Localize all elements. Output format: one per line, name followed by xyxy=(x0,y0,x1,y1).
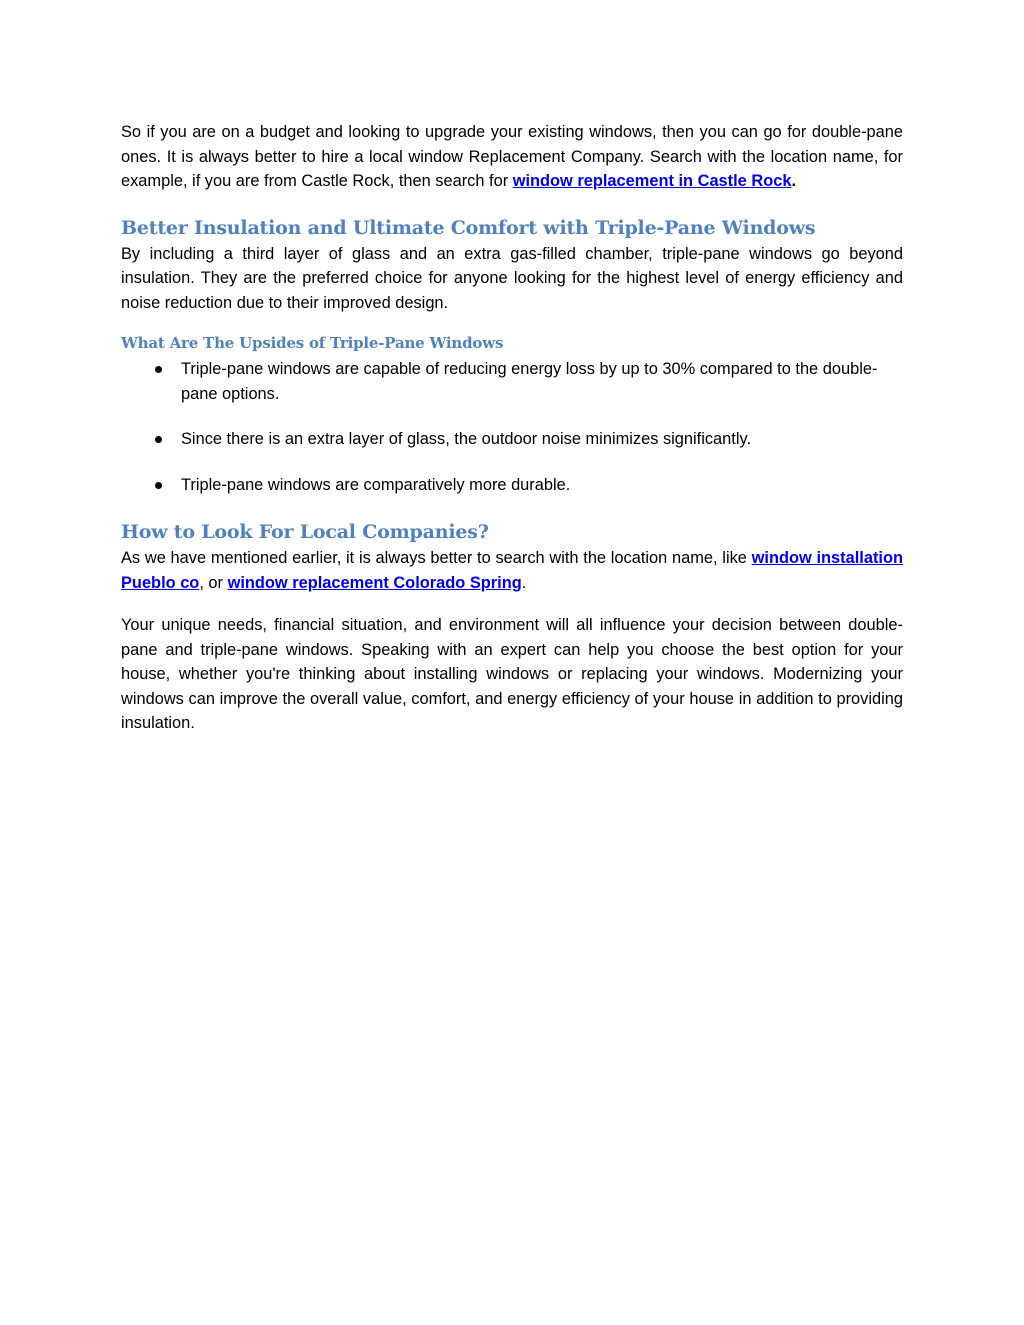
list-item xyxy=(121,357,903,406)
list-item-text: Since there is an extra layer of glass, the outdoor noise minimizes significantly. xyxy=(181,430,751,448)
local-companies-paragraph xyxy=(121,546,903,595)
upsides-list xyxy=(121,357,903,497)
list-item xyxy=(121,473,903,498)
triple-pane-paragraph: By including a third layer of glass and an extra gas-filled chamber, triple-pane windows go beyond insulation. They are the preferred choice for anyone looking for the highest level of energy efficiency and noise reduction due to their improved design. xyxy=(121,244,903,312)
intro-trailing: . xyxy=(791,172,796,190)
bullet-icon xyxy=(155,436,162,443)
triple-pane-heading: Better Insulation and Ultimate Comfort with Triple-Pane Windows xyxy=(121,216,816,239)
upsides-heading: What Are The Upsides of Triple-Pane Windows xyxy=(121,334,504,352)
local-companies-text: As we have mentioned earlier, it is always better to search with the location name, like xyxy=(121,549,752,567)
local-companies-end: . xyxy=(521,573,527,592)
document-page xyxy=(121,120,903,736)
local-companies-middle: , or xyxy=(199,573,228,592)
bullet-icon xyxy=(155,482,162,489)
closing-paragraph: Your unique needs, financial situation, and environment will all influence your decision between double-pane and triple-pane windows. Speaking with an expert can help you choose the best option for your house, whether you're thinking about installing windows or replacing your windows. Modernizing your windows can improve the overall value, comfort, and energy efficiency of your house in addition to providing insulation. xyxy=(121,616,903,732)
intro-paragraph xyxy=(121,120,903,194)
pueblo-link[interactable]: window installation Pueblo co xyxy=(121,549,903,592)
list-item-text: Triple-pane windows are comparatively more durable. xyxy=(181,475,571,494)
intro-text: So if you are on a budget and looking to upgrade your existing windows, then you can go for double-pane ones. It is always better to hire a local window Replacement Company. Search with the location name, for example, if you are from Castle Rock, then search for xyxy=(121,123,903,190)
colorado-spring-link[interactable]: window replacement Colorado Spring xyxy=(227,573,522,592)
local-companies-heading: How to Look For Local Companies? xyxy=(121,521,489,543)
castle-rock-link[interactable]: window replacement in Castle Rock xyxy=(512,172,792,190)
list-item xyxy=(121,427,903,452)
list-item-text: Triple-pane windows are capable of reducing energy loss by up to 30% compared to the double-pane options. xyxy=(181,360,878,403)
bullet-icon xyxy=(155,366,162,373)
